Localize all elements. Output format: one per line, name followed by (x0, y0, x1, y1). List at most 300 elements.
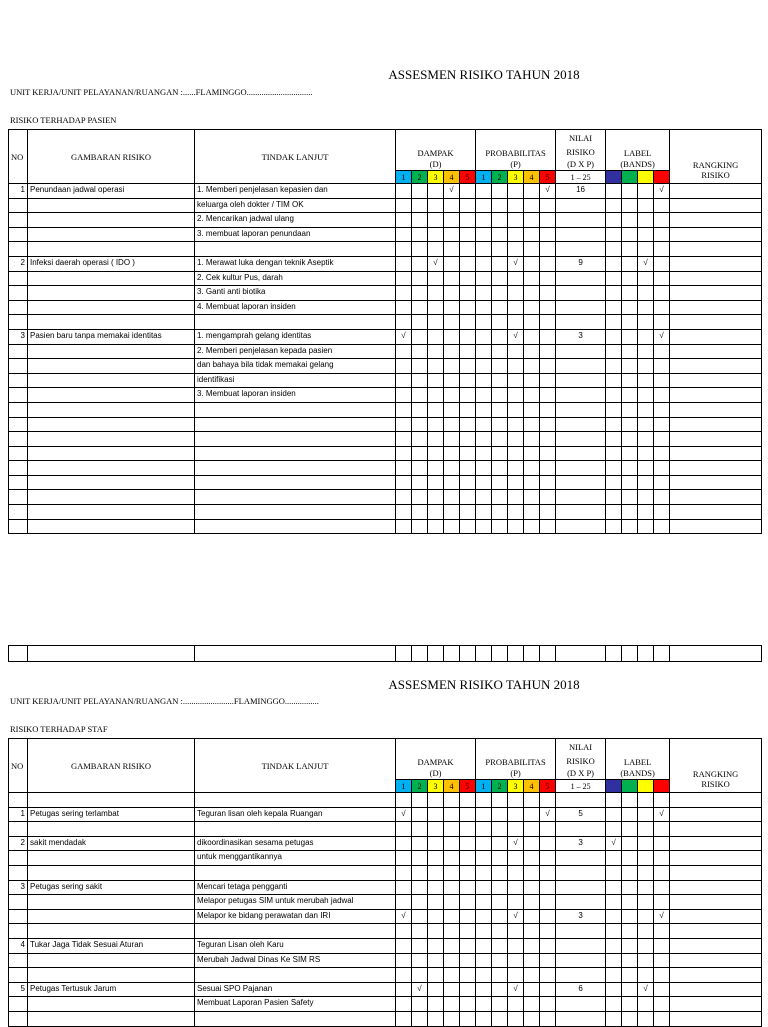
row-gambaran (28, 475, 195, 490)
header-no: NO (9, 739, 28, 793)
band-cell-2 (638, 417, 654, 432)
header-tindak: TINDAK LANJUT (195, 739, 396, 793)
row-tindak: Melapor petugas SIM untuk merubah jadwal (195, 895, 396, 910)
table-row (9, 271, 762, 286)
table-row (9, 851, 762, 866)
row-no (9, 315, 28, 330)
row-tindak: Sesuai SPO Pajanan (195, 982, 396, 997)
prob-cell-4 (524, 461, 540, 476)
table-row (9, 982, 762, 997)
row-tindak: dan bahaya bila tidak memakai gelang (195, 359, 396, 374)
prob-cell-5 (540, 505, 556, 520)
prob-cell-2 (492, 851, 508, 866)
dampak-cell-5 (460, 402, 476, 417)
row-rangking (670, 909, 762, 924)
dampak-cell-1 (396, 300, 412, 315)
prob-cell-4 (524, 938, 540, 953)
header-rangking-2: RISIKO (701, 170, 730, 180)
header-label-sub: (BANDS) (606, 767, 670, 780)
prob-cell-4 (524, 865, 540, 880)
prob-cell-1 (476, 865, 492, 880)
prob-scale-1: 1 (476, 780, 492, 793)
band-cell-0 (606, 271, 622, 286)
band-cell-0 (606, 388, 622, 403)
prob-cell-3 (508, 519, 524, 534)
band-cell-0 (606, 359, 622, 374)
row-gambaran (28, 793, 195, 808)
prob-cell-3 (508, 446, 524, 461)
dampak-cell-3 (428, 793, 444, 808)
band-cell-1 (622, 836, 638, 851)
band-cell-0 (606, 286, 622, 301)
prob-cell-5 (540, 329, 556, 344)
prob-cell-5 (540, 227, 556, 242)
row-nilai (556, 373, 606, 388)
dampak-cell-1 (396, 968, 412, 983)
dampak-cell-4 (444, 895, 460, 910)
dampak-scale-1: 1 (396, 171, 412, 184)
row-nilai (556, 953, 606, 968)
dampak-cell-5 (460, 198, 476, 213)
row-rangking (670, 822, 762, 837)
row-no: 3 (9, 329, 28, 344)
dampak-cell-5 (460, 344, 476, 359)
row-rangking (670, 184, 762, 199)
prob-cell-2 (492, 997, 508, 1012)
row-rangking (670, 865, 762, 880)
dampak-cell-2 (412, 909, 428, 924)
row-no (9, 417, 28, 432)
row-tindak: 2. Memberi penjelasan kepada pasien (195, 344, 396, 359)
row-rangking (670, 461, 762, 476)
row-nilai (556, 300, 606, 315)
table-row (9, 461, 762, 476)
dampak-cell-4 (444, 822, 460, 837)
band-cell-2 (638, 213, 654, 228)
row-gambaran (28, 227, 195, 242)
row-nilai: 9 (556, 256, 606, 271)
band-cell-1 (622, 359, 638, 374)
band-cell-0 (606, 793, 622, 808)
band-cell-1 (622, 184, 638, 199)
band-cell-3 (654, 968, 670, 983)
dampak-cell-4 (444, 880, 460, 895)
row-nilai (556, 968, 606, 983)
dampak-cell-1 (396, 836, 412, 851)
header-nilai-3: (D X P) (556, 767, 606, 780)
dampak-cell-5 (460, 807, 476, 822)
prob-cell-4 (524, 446, 540, 461)
prob-cell-4 (524, 997, 540, 1012)
band-cell-2 (638, 822, 654, 837)
band-cell-3 (654, 198, 670, 213)
dampak-cell-1 (396, 851, 412, 866)
table-row (9, 807, 762, 822)
row-no (9, 344, 28, 359)
prob-cell-2 (492, 315, 508, 330)
prob-cell-3 (508, 807, 524, 822)
dampak-cell-5 (460, 184, 476, 199)
band-cell-0 (606, 953, 622, 968)
prob-cell-4 (524, 344, 540, 359)
row-gambaran (28, 968, 195, 983)
prob-cell-5 (540, 475, 556, 490)
dampak-cell-1 (396, 953, 412, 968)
prob-cell-5 (540, 490, 556, 505)
header-rangking-2: RISIKO (701, 779, 730, 789)
dampak-cell-4 (444, 402, 460, 417)
dampak-cell-1 (396, 184, 412, 199)
prob-cell-4 (524, 851, 540, 866)
sheet2-section-title: RISIKO TERHADAP STAF (10, 724, 108, 734)
band-cell-2 (638, 880, 654, 895)
dampak-cell-1 (396, 505, 412, 520)
prob-cell-2 (492, 344, 508, 359)
row-no (9, 446, 28, 461)
dampak-cell-3 (428, 198, 444, 213)
row-rangking (670, 895, 762, 910)
prob-cell-2 (492, 461, 508, 476)
dampak-cell-3 (428, 417, 444, 432)
dampak-cell-4 (444, 242, 460, 257)
dampak-cell-4 (444, 373, 460, 388)
dampak-cell-3 (428, 242, 444, 257)
prob-cell-5 (540, 388, 556, 403)
row-nilai: 3 (556, 909, 606, 924)
prob-cell-5 (540, 402, 556, 417)
row-rangking (670, 432, 762, 447)
band-cell-1 (622, 373, 638, 388)
prob-cell-4 (524, 519, 540, 534)
header-rangking (670, 739, 762, 793)
band-cell-0 (606, 432, 622, 447)
band-cell-0 (606, 213, 622, 228)
dampak-cell-4 (444, 461, 460, 476)
row-rangking (670, 851, 762, 866)
prob-cell-4 (524, 924, 540, 939)
prob-scale-2: 2 (492, 780, 508, 793)
row-nilai: 3 (556, 836, 606, 851)
band-blue-swatch (606, 780, 622, 793)
prob-cell-3 (508, 344, 524, 359)
prob-cell-2 (492, 982, 508, 997)
prob-cell-5 (540, 880, 556, 895)
prob-cell-3 (508, 242, 524, 257)
dampak-cell-4 (444, 213, 460, 228)
row-gambaran (28, 242, 195, 257)
band-cell-1 (622, 256, 638, 271)
row-rangking (670, 938, 762, 953)
prob-scale-4: 4 (524, 171, 540, 184)
row-no (9, 271, 28, 286)
prob-cell-2 (492, 388, 508, 403)
row-tindak: 3. Membuat laporan insiden (195, 388, 396, 403)
prob-check: √ (540, 184, 556, 199)
table-row (9, 315, 762, 330)
separator-row (8, 645, 762, 662)
prob-cell-4 (524, 417, 540, 432)
band-cell-0 (606, 198, 622, 213)
prob-cell-3 (508, 388, 524, 403)
dampak-cell-4 (444, 851, 460, 866)
table-row (9, 373, 762, 388)
row-tindak (195, 490, 396, 505)
band-cell-0 (606, 865, 622, 880)
prob-cell-4 (524, 822, 540, 837)
prob-cell-1 (476, 373, 492, 388)
dampak-cell-5 (460, 461, 476, 476)
dampak-cell-1 (396, 982, 412, 997)
prob-cell-2 (492, 300, 508, 315)
row-rangking (670, 446, 762, 461)
band-cell-2 (638, 997, 654, 1012)
prob-cell-5 (540, 271, 556, 286)
row-tindak: 3. Ganti anti biotika (195, 286, 396, 301)
band-cell-2 (638, 836, 654, 851)
prob-cell-5 (540, 519, 556, 534)
prob-cell-2 (492, 402, 508, 417)
prob-scale-5: 5 (540, 171, 556, 184)
prob-cell-2 (492, 938, 508, 953)
row-rangking (670, 256, 762, 271)
dampak-cell-2 (412, 198, 428, 213)
prob-cell-3 (508, 851, 524, 866)
row-no (9, 213, 28, 228)
prob-check: √ (508, 329, 524, 344)
row-rangking (670, 359, 762, 374)
row-rangking (670, 982, 762, 997)
dampak-check: √ (428, 256, 444, 271)
row-nilai (556, 519, 606, 534)
dampak-cell-3 (428, 475, 444, 490)
dampak-cell-2 (412, 924, 428, 939)
prob-cell-2 (492, 880, 508, 895)
row-rangking (670, 198, 762, 213)
row-no: 1 (9, 184, 28, 199)
band-cell-3 (654, 475, 670, 490)
dampak-cell-1 (396, 997, 412, 1012)
row-rangking (670, 505, 762, 520)
prob-cell-1 (476, 490, 492, 505)
dampak-cell-2 (412, 184, 428, 199)
prob-cell-4 (524, 300, 540, 315)
band-cell-2 (638, 329, 654, 344)
dampak-cell-2 (412, 242, 428, 257)
row-tindak: Merubah Jadwal Dinas Ke SIM RS (195, 953, 396, 968)
band-yellow-swatch (638, 780, 654, 793)
band-cell-0 (606, 822, 622, 837)
prob-cell-3 (508, 895, 524, 910)
row-nilai (556, 286, 606, 301)
prob-cell-5 (540, 256, 556, 271)
prob-cell-5 (540, 300, 556, 315)
row-tindak (195, 505, 396, 520)
dampak-cell-2 (412, 968, 428, 983)
dampak-cell-4 (444, 344, 460, 359)
row-tindak: 2. Cek kultur Pus, darah (195, 271, 396, 286)
dampak-cell-3 (428, 213, 444, 228)
prob-cell-3 (508, 822, 524, 837)
table-row (9, 446, 762, 461)
dampak-cell-3 (428, 968, 444, 983)
row-no: 2 (9, 836, 28, 851)
dampak-scale-1: 1 (396, 780, 412, 793)
header-tindak: TINDAK LANJUT (195, 130, 396, 184)
prob-cell-3 (508, 953, 524, 968)
band-cell-0 (606, 184, 622, 199)
row-no: 1 (9, 807, 28, 822)
prob-cell-5 (540, 286, 556, 301)
row-tindak: Mencari tetaga pengganti (195, 880, 396, 895)
row-gambaran: Pasien baru tanpa memakai identitas (28, 329, 195, 344)
dampak-cell-2 (412, 213, 428, 228)
prob-cell-4 (524, 432, 540, 447)
prob-cell-5 (540, 446, 556, 461)
prob-cell-5 (540, 895, 556, 910)
band-red-swatch (654, 171, 670, 184)
dampak-cell-5 (460, 822, 476, 837)
dampak-cell-2 (412, 256, 428, 271)
dampak-cell-3 (428, 359, 444, 374)
dampak-cell-3 (428, 432, 444, 447)
band-cell-2 (638, 227, 654, 242)
dampak-cell-4 (444, 938, 460, 953)
row-rangking (670, 227, 762, 242)
prob-cell-1 (476, 997, 492, 1012)
band-cell-2 (638, 519, 654, 534)
header-nilai-2: RISIKO (556, 755, 606, 767)
dampak-cell-5 (460, 227, 476, 242)
row-gambaran (28, 344, 195, 359)
prob-cell-4 (524, 329, 540, 344)
table-row (9, 300, 762, 315)
dampak-cell-2 (412, 461, 428, 476)
dampak-cell-4 (444, 807, 460, 822)
row-tindak (195, 519, 396, 534)
table-row (9, 836, 762, 851)
dampak-cell-2 (412, 865, 428, 880)
prob-check: √ (508, 836, 524, 851)
band-cell-0 (606, 909, 622, 924)
row-rangking (670, 793, 762, 808)
dampak-cell-4 (444, 953, 460, 968)
prob-cell-1 (476, 227, 492, 242)
band-cell-2 (638, 373, 654, 388)
row-no (9, 953, 28, 968)
prob-cell-4 (524, 373, 540, 388)
header-rangking-1: RANGKING (692, 160, 739, 170)
band-cell-1 (622, 300, 638, 315)
prob-cell-1 (476, 807, 492, 822)
band-cell-1 (622, 417, 638, 432)
sheet2-title: ASSESMEN RISIKO TAHUN 2018 (388, 677, 580, 692)
prob-cell-1 (476, 359, 492, 374)
band-cell-1 (622, 329, 638, 344)
band-cell-2 (638, 490, 654, 505)
band-cell-0 (606, 446, 622, 461)
row-tindak: 3. membuat laporan penundaan (195, 227, 396, 242)
row-tindak (195, 432, 396, 447)
prob-cell-5 (540, 997, 556, 1012)
dampak-check: √ (396, 329, 412, 344)
dampak-cell-3 (428, 836, 444, 851)
prob-cell-3 (508, 359, 524, 374)
band-cell-3 (654, 924, 670, 939)
prob-cell-4 (524, 227, 540, 242)
prob-cell-2 (492, 519, 508, 534)
row-nilai (556, 432, 606, 447)
dampak-cell-2 (412, 997, 428, 1012)
band-cell-3 (654, 402, 670, 417)
table-row (9, 865, 762, 880)
dampak-cell-5 (460, 373, 476, 388)
dampak-cell-1 (396, 865, 412, 880)
prob-cell-5 (540, 793, 556, 808)
row-no (9, 402, 28, 417)
row-rangking (670, 836, 762, 851)
dampak-scale-4: 4 (444, 171, 460, 184)
band-cell-3 (654, 793, 670, 808)
band-cell-3 (654, 359, 670, 374)
table-row (9, 359, 762, 374)
dampak-cell-1 (396, 461, 412, 476)
row-nilai (556, 997, 606, 1012)
header-gambaran: GAMBARAN RISIKO (28, 739, 195, 793)
prob-cell-5 (540, 198, 556, 213)
prob-cell-5 (540, 432, 556, 447)
dampak-cell-5 (460, 851, 476, 866)
dampak-cell-3 (428, 519, 444, 534)
dampak-cell-4 (444, 865, 460, 880)
dampak-check: √ (444, 184, 460, 199)
prob-cell-4 (524, 402, 540, 417)
band-cell-1 (622, 432, 638, 447)
row-no: 4 (9, 938, 28, 953)
dampak-cell-2 (412, 402, 428, 417)
prob-cell-3 (508, 213, 524, 228)
dampak-check: √ (396, 909, 412, 924)
row-no (9, 300, 28, 315)
prob-cell-5 (540, 836, 556, 851)
dampak-cell-3 (428, 851, 444, 866)
prob-cell-2 (492, 924, 508, 939)
table-row (9, 953, 762, 968)
row-gambaran (28, 953, 195, 968)
row-no (9, 519, 28, 534)
row-gambaran: Infeksi daerah operasi ( IDO ) (28, 256, 195, 271)
band-cell-1 (622, 953, 638, 968)
dampak-cell-5 (460, 938, 476, 953)
row-rangking (670, 388, 762, 403)
band-cell-1 (622, 909, 638, 924)
prob-cell-1 (476, 982, 492, 997)
prob-cell-1 (476, 242, 492, 257)
dampak-cell-5 (460, 475, 476, 490)
header-label: LABEL (606, 130, 670, 158)
dampak-cell-4 (444, 924, 460, 939)
row-no (9, 373, 28, 388)
prob-check: √ (508, 982, 524, 997)
dampak-check: √ (412, 982, 428, 997)
header-nilai-range: 1 – 25 (556, 171, 606, 184)
band-cell-3 (654, 997, 670, 1012)
dampak-cell-2 (412, 475, 428, 490)
row-tindak: Teguran Lisan oleh Karu (195, 938, 396, 953)
dampak-cell-4 (444, 793, 460, 808)
prob-cell-4 (524, 909, 540, 924)
prob-cell-4 (524, 359, 540, 374)
dampak-cell-1 (396, 227, 412, 242)
